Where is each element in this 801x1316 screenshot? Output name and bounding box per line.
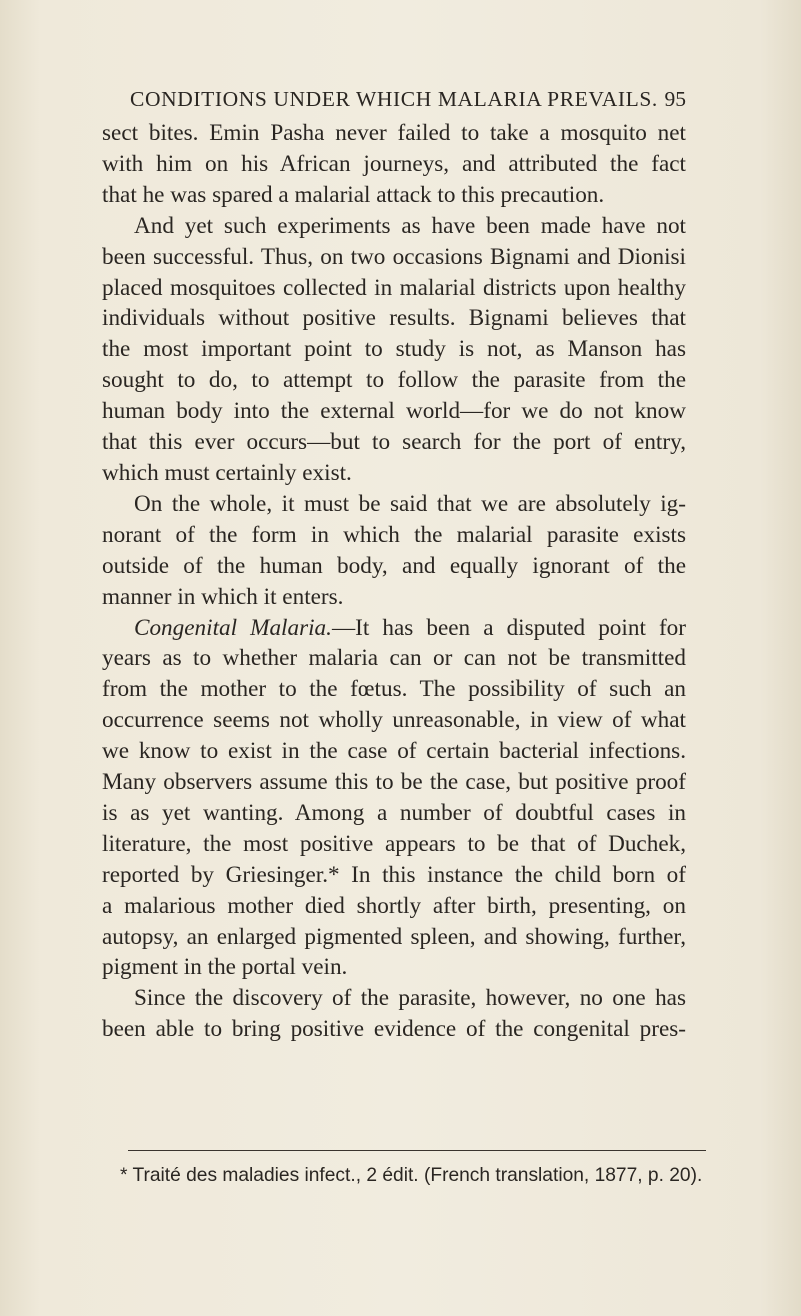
text-line: been able to bring positive evidence of the congenital pres- — [102, 1016, 686, 1043]
text-line: Since the discovery of the parasite, however, no one has — [134, 985, 686, 1012]
text-line: On the whole, it must be said that we are absolutely ig- — [134, 490, 686, 517]
body-text — [102, 118, 686, 1045]
text-line: that he was spared a malarial attack to this precaution. — [102, 181, 605, 208]
text-line: Many observers assume this to be the case, but positive proof — [102, 769, 686, 796]
text-line: manner in which it enters. — [102, 583, 344, 610]
text-line: sought to do, to attempt to follow the parasite from the — [102, 367, 686, 394]
text-line: a malarious mother died shortly after birth, presenting, on — [102, 892, 686, 919]
text-line: we know to exist in the case of certain bacterial infections. — [102, 738, 686, 765]
paragraph-2 — [102, 211, 686, 489]
text-line: autopsy, an enlarged pigmented spleen, and showing, further, — [102, 923, 686, 950]
text-line: placed mosquitoes collected in malarial districts upon healthy — [102, 274, 686, 301]
section-heading: Congenital Malaria. — [134, 614, 332, 641]
text-line: literature, the most positive appears to be that of Duchek, — [102, 830, 686, 857]
text-line: individuals without positive results. Bignami believes that — [102, 305, 686, 332]
text-line: outside of the human body, and equally ignorant of the — [102, 552, 686, 579]
text-line: pigment in the portal vein. — [102, 954, 348, 981]
paragraph-3 — [102, 489, 686, 613]
footnote-divider — [128, 1150, 706, 1151]
text-line: norant of the form in which the malarial parasite exists — [102, 521, 686, 548]
text-line: And yet such experiments as have been made have not — [134, 212, 686, 239]
text-line: is as yet wanting. Among a number of doubtful cases in — [102, 799, 686, 826]
text-line: years as to whether malaria can or can not be transmitted — [102, 645, 686, 672]
paragraph-5 — [102, 983, 686, 1045]
running-head — [130, 86, 686, 112]
paragraph-4 — [102, 613, 686, 984]
text-line: from the mother to the fœtus. The possibility of such an — [102, 676, 686, 703]
text-line: with him on his African journeys, and attributed the fact — [102, 150, 686, 177]
footnote: * Traité des maladies infect., 2 édit. (French translation, 1877, p. 20). — [120, 1165, 703, 1186]
heading-continuation: —It has been a disputed point for — [331, 614, 686, 641]
text-line: the most important point to study is not, as Manson has — [102, 336, 686, 363]
running-title: CONDITIONS UNDER WHICH MALARIA PREVAILS. — [130, 87, 658, 111]
text-line: reported by Griesinger.* In this instance the child born of — [102, 861, 686, 888]
text-line: been successful. Thus, on two occasions Bignami and Dionisi — [102, 243, 686, 270]
text-line: which must certainly exist. — [102, 459, 352, 486]
page-number: 95 — [664, 87, 686, 111]
text-line: human body into the external world—for we do not know — [102, 398, 686, 425]
paragraph-1 — [102, 118, 686, 211]
text-line: occurrence seems not wholly unreasonable, in view of what — [102, 707, 686, 734]
text-line: sect bites. Emin Pasha never failed to take a mosquito net — [102, 120, 686, 146]
text-line: that this ever occurs—but to search for the port of entry, — [102, 429, 686, 456]
text-line — [102, 613, 686, 644]
